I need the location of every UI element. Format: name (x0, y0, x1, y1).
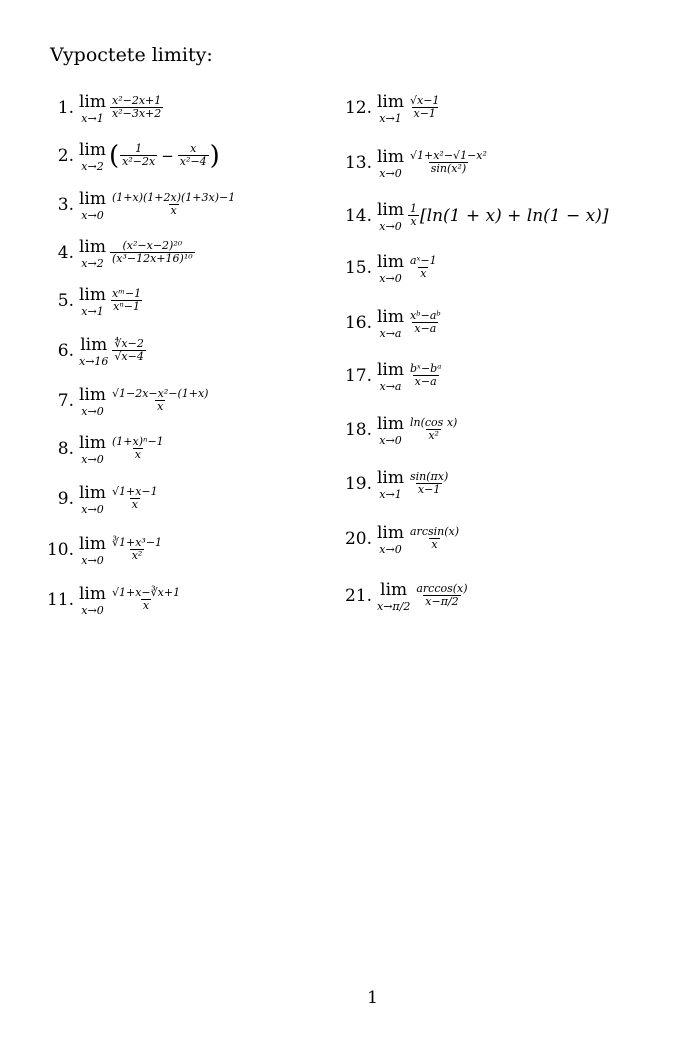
numerator: arcsin(x) (410, 525, 460, 538)
problem-number: 5. (57, 290, 74, 311)
numerator: 1 (410, 202, 417, 215)
denominator: x (131, 498, 138, 511)
lim-subscript: x→16 (79, 355, 109, 368)
page-title: Vypoctete limity: (50, 44, 213, 66)
problem-number: 4. (57, 242, 74, 263)
numerator: xᵐ−1 (112, 287, 142, 300)
problem-number: 6. (57, 340, 74, 361)
minus-sign: − (161, 146, 174, 165)
problem-number: 11. (46, 589, 74, 610)
denominator: x²−2x (122, 155, 156, 168)
lim-subscript: x→2 (81, 257, 104, 270)
lim-word: lim (377, 92, 404, 112)
problem-number: 8. (57, 438, 74, 459)
lim-word: lim (377, 147, 404, 167)
numerator: (1+x)(1+2x)(1+3x)−1 (112, 191, 236, 204)
problem-number: 16. (344, 312, 372, 333)
lim-word: lim (80, 335, 108, 355)
numerator: x (190, 142, 197, 155)
lim-word: lim (79, 483, 106, 503)
denominator: x−1 (413, 107, 436, 120)
page-number: 1 (367, 988, 378, 1008)
problem-17 (338, 358, 444, 393)
lim-subscript: x→1 (379, 112, 402, 125)
denominator: x (157, 400, 164, 413)
denominator: x (410, 215, 417, 228)
problem-number: 14. (344, 205, 372, 226)
lim-subscript: x→0 (81, 453, 104, 466)
lim-subscript: x→1 (81, 112, 104, 125)
problem-number: 20. (344, 528, 372, 549)
problem-3 (34, 187, 238, 222)
problem-11 (34, 582, 183, 617)
problem-4 (34, 235, 196, 270)
lim-subscript: x→0 (379, 434, 402, 447)
problem-7 (34, 383, 211, 418)
lim-word: lim (377, 468, 404, 488)
numerator: bˣ−bᵃ (410, 362, 442, 375)
lim-subscript: x→0 (379, 220, 402, 233)
denominator: x−1 (417, 483, 441, 496)
numerator: (x²−x−2)²⁰ (122, 239, 183, 252)
denominator: x² (131, 549, 143, 562)
lim-word: lim (79, 433, 106, 453)
denominator: x (170, 204, 177, 217)
lim-subscript: x→1 (81, 305, 104, 318)
problem-number: 21. (344, 585, 372, 606)
problem-number: 10. (46, 539, 74, 560)
problem-18 (338, 412, 460, 447)
lim-subscript: x→0 (81, 554, 104, 567)
problem-8 (34, 431, 167, 466)
numerator: arccos(x) (416, 582, 468, 595)
lim-subscript: x→0 (379, 167, 402, 180)
lim-word: lim (79, 189, 106, 209)
numerator: ∜x−2 (114, 337, 144, 350)
numerator: ∛1+x³−1 (112, 536, 163, 549)
denominator: x² (428, 429, 439, 442)
numerator: √1+x−∛x+1 (112, 586, 181, 599)
numerator: x²−2x+1 (112, 94, 162, 107)
lim-subscript: x→2 (81, 160, 104, 173)
numerator: sin(πx) (410, 470, 449, 483)
denominator: x−a (414, 375, 437, 388)
lim-subscript: x→0 (81, 405, 104, 418)
problem-number: 18. (344, 419, 372, 440)
right-paren: ) (209, 140, 220, 171)
lim-word: lim (377, 523, 404, 543)
denominator: x−a (414, 322, 437, 335)
problem-number: 1. (57, 97, 74, 118)
numerator: aˣ−1 (410, 254, 437, 267)
lim-subscript: x→a (379, 380, 402, 393)
problem-number: 9. (57, 488, 74, 509)
denominator: x (142, 599, 150, 612)
lim-word: lim (79, 534, 106, 554)
lim-word: lim (377, 307, 404, 327)
denominator: (x³−12x+16)¹⁰ (112, 252, 193, 265)
problem-number: 17. (344, 365, 372, 386)
problem-10 (34, 532, 165, 567)
problem-number: 12. (344, 97, 372, 118)
problem-16 (338, 305, 444, 340)
lim-subscript: x→1 (379, 488, 402, 501)
numerator: ln(cos x) (410, 416, 458, 429)
problem-5 (34, 283, 144, 318)
numerator: (1+x)ⁿ−1 (112, 435, 164, 448)
lim-word: lim (377, 252, 404, 272)
denominator: x (420, 267, 427, 280)
numerator: √1−2x−x²−(1+x) (112, 387, 209, 400)
denominator: x²−3x+2 (112, 107, 162, 120)
denominator: x (134, 448, 141, 461)
problem-number: 19. (344, 473, 372, 494)
lim-subscript: x→0 (379, 272, 402, 285)
problem-15 (338, 250, 440, 285)
lim-word: lim (380, 580, 408, 600)
problem-9 (34, 481, 161, 516)
denominator: x (431, 538, 438, 551)
lim-subscript: x→0 (81, 604, 104, 617)
lim-word: lim (79, 140, 106, 160)
lim-word: lim (79, 92, 106, 112)
problem-2 (34, 138, 220, 173)
lim-subscript: x→a (379, 327, 402, 340)
numerator: xᵇ−aᵇ (410, 309, 441, 322)
problem-1 (34, 90, 164, 125)
numerator: √1+x²−√1−x² (410, 149, 487, 162)
lim-word: lim (377, 414, 404, 434)
lim-word: lim (79, 285, 106, 305)
lim-word: lim (79, 237, 106, 257)
problem-number: 7. (57, 390, 74, 411)
problem-21 (338, 578, 471, 613)
denominator: √x−4 (114, 350, 144, 363)
problem-number: 2. (57, 145, 74, 166)
lim-word: lim (79, 385, 106, 405)
problem-6 (34, 333, 147, 368)
problem-number: 13. (344, 152, 372, 173)
left-paren: ( (109, 140, 120, 171)
denominator: x²−4 (179, 155, 207, 168)
problem-13 (338, 145, 490, 180)
lim-word: lim (377, 360, 404, 380)
numerator: 1 (135, 142, 143, 155)
denominator: xⁿ−1 (113, 300, 141, 313)
denominator: x−π/2 (425, 595, 459, 608)
problem-20 (338, 521, 462, 556)
denominator: sin(x²) (430, 162, 467, 175)
lim-subscript: x→π/2 (377, 600, 411, 613)
problem-12 (338, 90, 442, 125)
lim-word: lim (377, 200, 404, 220)
numerator: √x−1 (410, 94, 440, 107)
numerator: √1+x−1 (112, 485, 158, 498)
page-number-row (0, 988, 689, 1008)
lim-subscript: x→0 (81, 209, 104, 222)
problem-14 (338, 198, 609, 233)
lim-subscript: x→0 (379, 543, 402, 556)
problem-number: 3. (57, 194, 74, 215)
problem-19 (338, 466, 451, 501)
problem-number: 15. (344, 257, 372, 278)
bracket-expression: [ln(1 + x) + ln(1 − x)] (420, 205, 609, 226)
lim-subscript: x→0 (81, 503, 104, 516)
lim-word: lim (79, 584, 106, 604)
